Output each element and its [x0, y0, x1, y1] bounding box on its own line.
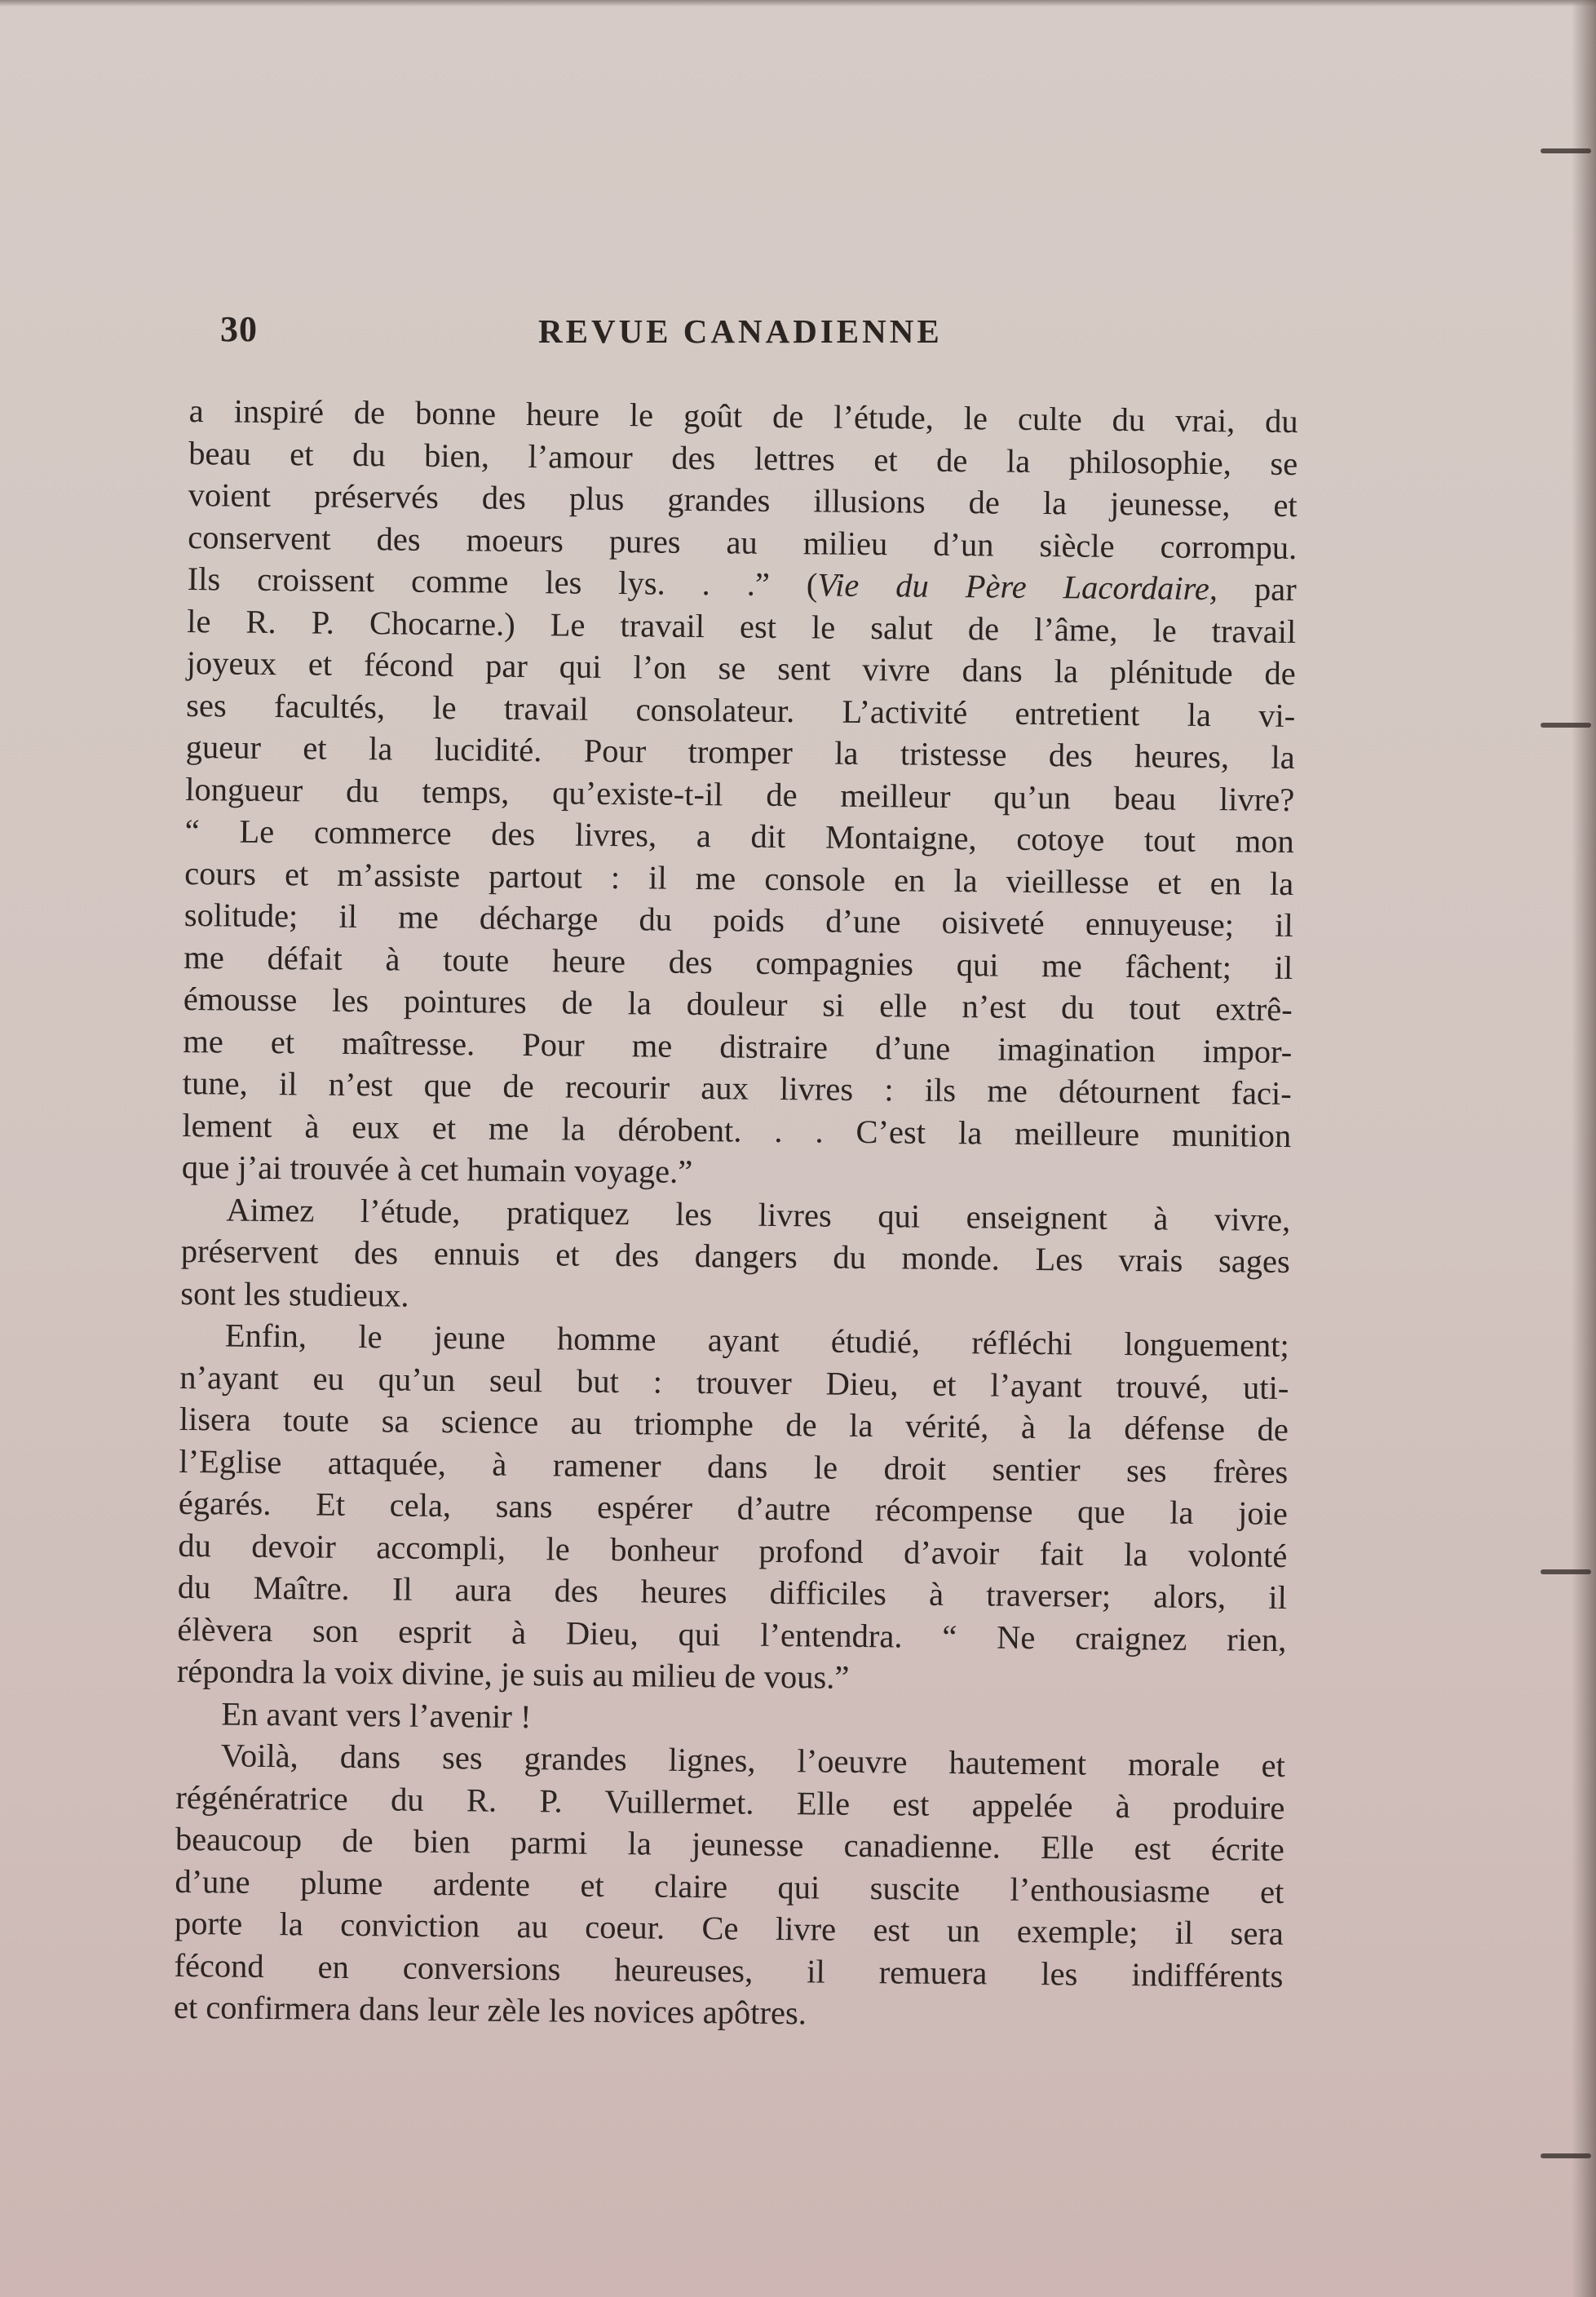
text-line: Aimez l’étude, pratiquez les livres qui enseignent à vivre,: [226, 1190, 1291, 1238]
text-line: tune, il n’est que de recourir aux livres : ils me détournent faci-: [182, 1064, 1292, 1113]
text-line: lement à eux et me la dérobent. . . C’est la meilleure munition: [182, 1106, 1292, 1154]
text-segment: par: [1217, 570, 1297, 609]
text-line: voient préservés des plus grandes illusions de la jeunesse, et: [188, 476, 1298, 524]
text-line: me et maîtresse. Pour me distraire d’une imagination impor-: [183, 1022, 1293, 1070]
text-line: élèvera son esprit à Dieu, qui l’entendra. “ Ne craignez rien,: [177, 1610, 1287, 1658]
text-line: gueur et la lucidité. Pour tromper la tristesse des heures, la: [185, 728, 1295, 777]
text-line: l’Eglise attaquée, à ramener dans le droit sentier ses frères: [179, 1442, 1289, 1490]
text-line: le R. P. Chocarne.) Le travail est le salut de l’âme, le travail: [187, 602, 1297, 650]
text-line: beau et du bien, l’amour des lettres et de la philosophie, se: [188, 434, 1298, 482]
text-line: lisera toute sa science au triomphe de la vérité, à la défense de: [179, 1400, 1289, 1448]
binding-staple: [1541, 1569, 1591, 1574]
text-line: me défait à toute heure des compagnies qui me fâchent; il: [183, 938, 1293, 986]
text-line: joyeux et fécond par qui l’on se sent vivre dans la plénitude de: [186, 644, 1296, 693]
binding-staple: [1541, 148, 1591, 153]
text-line: beaucoup de bien parmi la jeunesse canadienne. Elle est écrite: [175, 1820, 1285, 1868]
text-line: conservent des moeurs pures au milieu d’un siècle corrompu.: [188, 518, 1298, 566]
text-line: longueur du temps, qu’existe-t-il de meilleur qu’un beau livre?: [185, 770, 1295, 818]
binding-staple: [1541, 723, 1591, 728]
body-text: [174, 390, 1298, 2038]
text-line: En avant vers l’avenir !: [221, 1694, 532, 1735]
text-line: “ Le commerce des livres, a dit Montaigne, cotoye tout mon: [184, 812, 1294, 861]
book-citation: Vie du Père Lacordaire,: [817, 566, 1218, 608]
text-line: émousse les pointures de la douleur si elle n’est du tout extrê-: [183, 980, 1293, 1029]
text-line: répondra la voix divine, je suis au milieu de vous.”: [176, 1652, 850, 1696]
text-line: Enfin, le jeune homme ayant étudié, réfléchi longuement;: [224, 1317, 1290, 1365]
text-line: fécond en conversions heureuses, il remuera les indifférents: [174, 1946, 1284, 1994]
page-number: 30: [220, 309, 258, 349]
text-line: cours et m’assiste partout : il me console en la vieillesse et en la: [184, 854, 1294, 902]
text-line: ses facultés, le travail consolateur. L’activité entretient la vi-: [186, 686, 1296, 734]
text-line: et confirmera dans leur zèle les novices apôtres.: [173, 1988, 807, 2032]
page-top-edge: [0, 0, 1596, 7]
text-line: a inspiré de bonne heure le goût de l’étude, le culte du vrai, du: [188, 392, 1298, 440]
text-line: que j’ai trouvée à cet humain voyage.”: [181, 1148, 693, 1190]
running-head: REVUE CANADIENNE: [538, 312, 943, 350]
text-line: n’ayant eu qu’un seul but : trouver Dieu, et l’ayant trouvé, uti-: [179, 1358, 1289, 1406]
text-line: solitude; il me décharge du poids d’une oisiveté ennuyeuse; il: [183, 896, 1293, 945]
text-line: sont les studieux.: [180, 1274, 409, 1314]
text-line: régénératrice du R. P. Vuillermet. Elle est appelée à produire: [175, 1778, 1285, 1826]
text-line: porte la conviction au coeur. Ce livre est un exemple; il sera: [174, 1904, 1284, 1952]
text-line: du devoir accompli, le bonheur profond d’avoir fait la volonté: [178, 1526, 1288, 1574]
text-line: du Maître. Il aura des heures difficiles à traverser; alors, il: [177, 1568, 1288, 1616]
page-header: [220, 308, 1003, 357]
text-line: égarés. Et cela, sans espérer d’autre récompense que la joie: [178, 1484, 1289, 1532]
text-line: préservent des ennuis et des dangers du monde. Les vrais sages: [180, 1232, 1291, 1281]
page-binding-edge: [1572, 0, 1596, 2297]
text-line: d’une plume ardente et claire qui suscite l’enthousiasme et: [175, 1862, 1284, 1910]
text-line: Voilà, dans ses grandes lignes, l’oeuvre hautement morale et: [220, 1737, 1286, 1784]
text-segment: Ils croissent comme les lys. . .” (: [187, 560, 818, 604]
binding-staple: [1541, 2153, 1591, 2158]
